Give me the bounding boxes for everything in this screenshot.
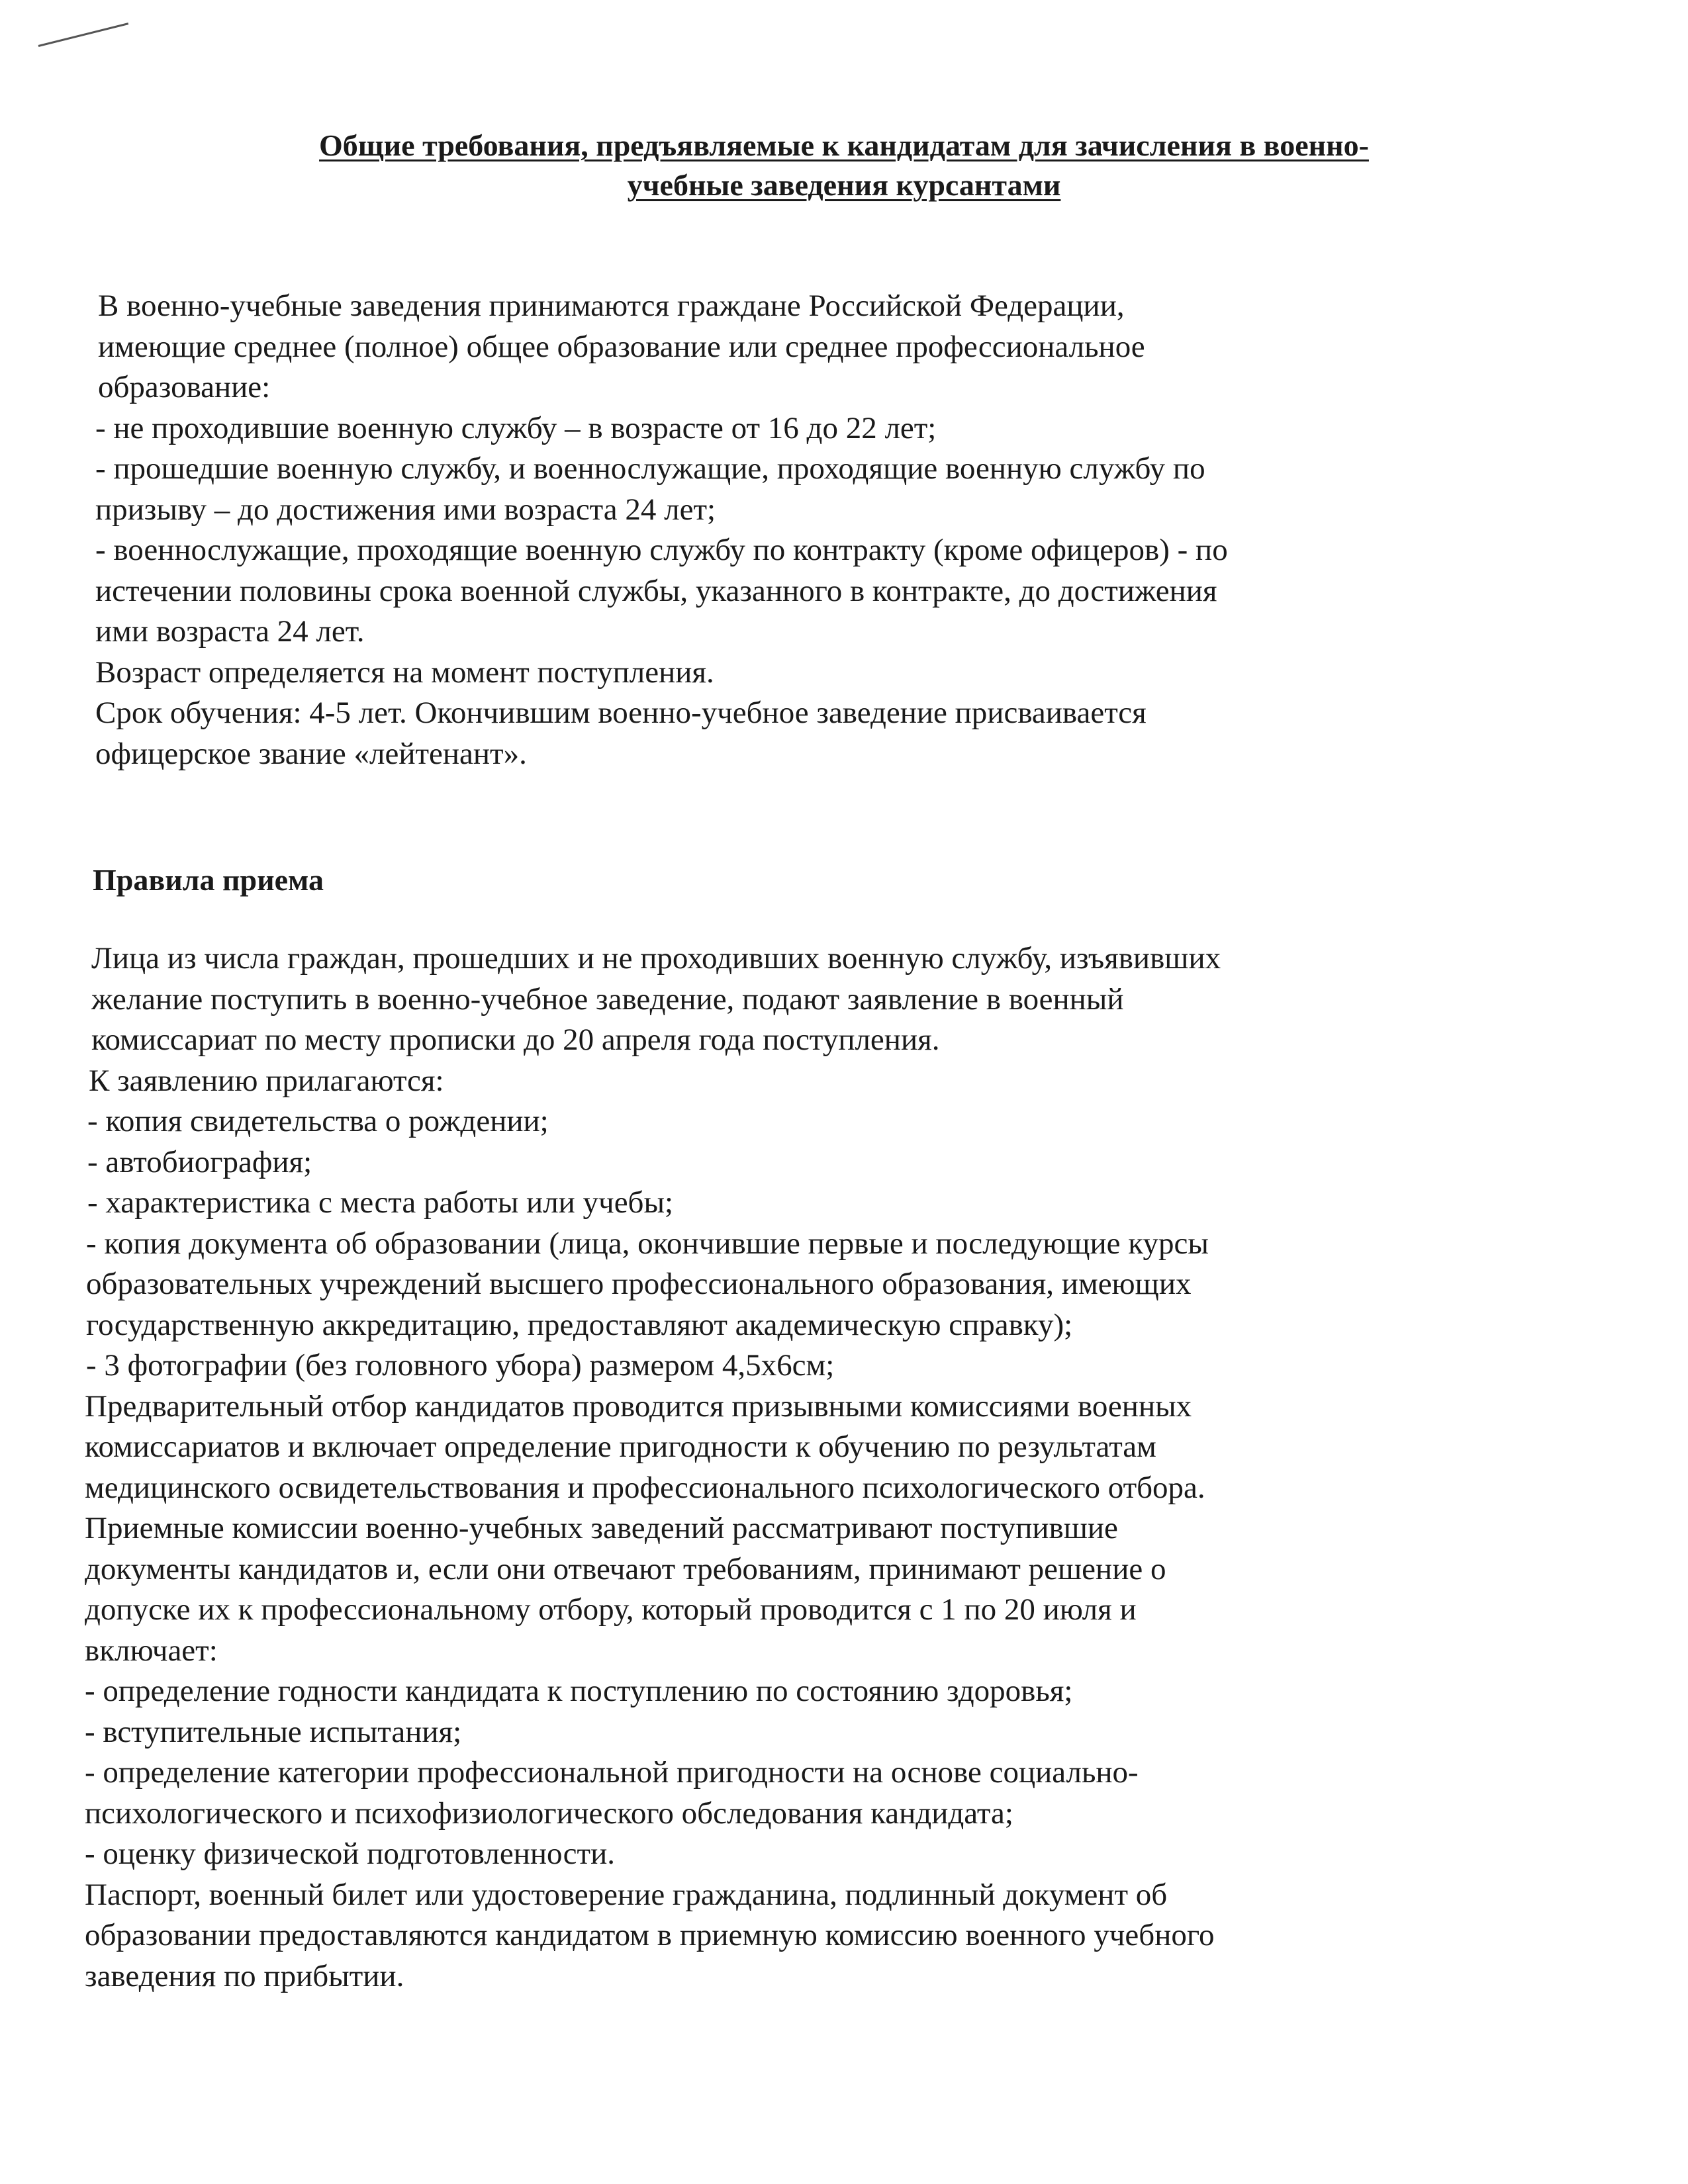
rules-line: допуске их к профессиональному отбору, который проводится с 1 по 20 июля и: [85, 1592, 1137, 1627]
intro-line: призыву – до достижения ими возраста 24 лет;: [95, 492, 716, 527]
rules-line: - автобиография;: [87, 1144, 312, 1179]
title-line: Общие требования, предъявляемые к кандидатам для зачисления в военно-: [319, 128, 1369, 162]
rules-line: - оценку физической подготовленности.: [85, 1837, 615, 1871]
intro-line: - не проходившие военную службу – в возрасте от 16 до 22 лет;: [95, 410, 937, 445]
intro-line: Возраст определяется на момент поступления.: [95, 655, 714, 690]
rules-line: - определение годности кандидата к поступлению по состоянию здоровья;: [85, 1674, 1073, 1708]
rules-line: - 3 фотографии (без головного убора) размером 4,5х6см;: [86, 1348, 835, 1383]
rules-line: заведения по прибытии.: [85, 1958, 404, 1993]
rules-line: Предварительный отбор кандидатов проводится призывными комиссиями военных: [85, 1388, 1192, 1424]
rules-line: - определение категории профессиональной пригодности на основе социально-: [85, 1755, 1139, 1790]
intro-line: В военно-учебные заведения принимаются граждане Российской Федерации,: [98, 289, 1125, 323]
rules-line: включает:: [85, 1633, 218, 1668]
rules-line: комиссариатов и включает определение пригодности к обучению по результатам: [85, 1430, 1156, 1464]
intro-line: офицерское звание «лейтенант».: [95, 736, 527, 771]
rules-section: [85, 938, 1627, 1997]
rules-line: - вступительные испытания;: [85, 1714, 462, 1749]
intro-line: образование:: [98, 370, 271, 404]
rules-line: образовательных учреждений высшего профессионального образования, имеющих: [86, 1267, 1192, 1301]
rules-line: Лица из числа граждан, прошедших и не проходивших военную службу, изъявивших: [91, 941, 1221, 976]
rules-line: медицинского освидетельствования и профессионального психологического отбора.: [85, 1470, 1205, 1505]
intro-line: Срок обучения: 4-5 лет. Окончившим военно-учебное заведение присваивается: [95, 696, 1147, 730]
intro-line: - военнослужащие, проходящие военную службу по контракту (кроме офицеров) - по: [95, 533, 1228, 567]
intro-line: - прошедшие военную службу, и военнослужащие, проходящие военную службу по: [95, 451, 1205, 486]
title-line: учебные заведения курсантами: [627, 168, 1061, 202]
rules-line: комиссариат по месту прописки до 20 апреля года поступления.: [91, 1023, 940, 1057]
rules-line: документы кандидатов и, если они отвечают требованиям, принимают решение о: [85, 1551, 1166, 1586]
document-title: [106, 126, 1582, 205]
rules-line: образовании предоставляются кандидатом в приемную комиссию военного учебного: [85, 1918, 1215, 1952]
pen-stroke-mark: [38, 23, 129, 47]
intro-line: истечении половины срока военной службы, указанного в контракте, до достижения: [95, 573, 1217, 608]
rules-line: - характеристика с места работы или учебы;: [87, 1185, 674, 1220]
rules-line: желание поступить в военно-учебное заведение, подают заявление в военный: [91, 981, 1124, 1017]
rules-line: - копия свидетельства о рождении;: [87, 1104, 549, 1138]
rules-line: психологического и психофизиологического обследования кандидата;: [85, 1796, 1013, 1831]
intro-section: [95, 286, 1620, 774]
rules-line: Паспорт, военный билет или удостоверение гражданина, подлинный документ об: [85, 1877, 1168, 1912]
rules-heading: Правила приема: [93, 863, 324, 897]
rules-line: государственную аккредитацию, предоставляют академическую справку);: [86, 1307, 1073, 1342]
rules-line: К заявлению прилагаются:: [89, 1063, 444, 1098]
rules-line: Приемные комиссии военно-учебных заведений рассматривают поступившие: [85, 1511, 1118, 1545]
intro-line: ими возраста 24 лет.: [95, 614, 365, 649]
rules-line: - копия документа об образовании (лица, окончившие первые и последующие курсы: [86, 1226, 1209, 1261]
intro-line: имеющие среднее (полное) общее образование или среднее профессиональное: [98, 329, 1145, 364]
